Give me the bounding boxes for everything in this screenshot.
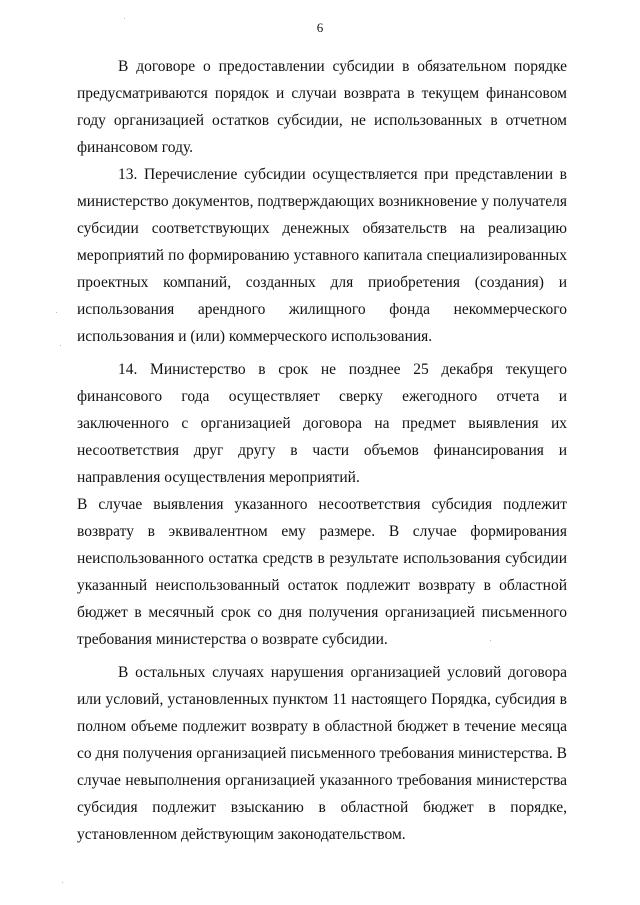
scan-speck — [490, 640, 491, 641]
scan-speck — [124, 18, 125, 19]
paragraph-13-transfer: 13. Перечисление субсидии осуществляется при представлении в министерство документов, подтверждающих возникновение у получателя субсидии соответствующих денежных обязательств на реализацию мероприятий по формированию уставного капитала специализированных проектных компаний, созданных для приобретения (создания) и использования арендного жилищного фонда некоммерческого использования и (или) коммерческого использования. — [77, 166, 567, 345]
page-number: 6 — [316, 20, 324, 35]
paragraph-other-violations: В остальных случаях нарушения организацией условий договора или условий, установленных пунктом 11 настоящего Порядка, субсидия в полном объеме подлежит возврату в областной бюджет в течение месяца со дня получения организацией письменного требования министерства. В случае невыполнения организацией указанного требования министерства субсидия подлежит взысканию в областной бюджет в порядке, установленном действующим законодательством. — [77, 664, 567, 843]
paragraph-14-refund: В случае выявления указанного несоответствия субсидия подлежит возврату в эквивалентном ему размере. В случае формирования неиспользованного остатка средств в результате использования субсидии указанный неиспользованный остаток подлежит возврату в областной бюджет в месячный срок со дня получения организацией письменного требования министерства о возврате субсидии. — [77, 496, 567, 648]
scan-speck — [62, 882, 63, 883]
scan-speck — [60, 345, 61, 346]
document-body — [77, 53, 567, 848]
scan-speck — [56, 312, 57, 313]
paragraph-subsidy-agreement: В договоре о предоставлении субсидии в обязательном порядке предусматриваются порядок и случаи возврата в текущем финансовом году организацией остатков субсидии, не использованных в отчетном финансовом году. — [77, 58, 567, 156]
paragraph-14-reconciliation: 14. Министерство в срок не позднее 25 декабря текущего финансового года осуществляет сверку ежегодного отчета и заключенного с организацией договора на предмет выявления их несоответствия друг другу в части объемов финансирования и направления осуществления мероприятий. — [77, 361, 567, 486]
